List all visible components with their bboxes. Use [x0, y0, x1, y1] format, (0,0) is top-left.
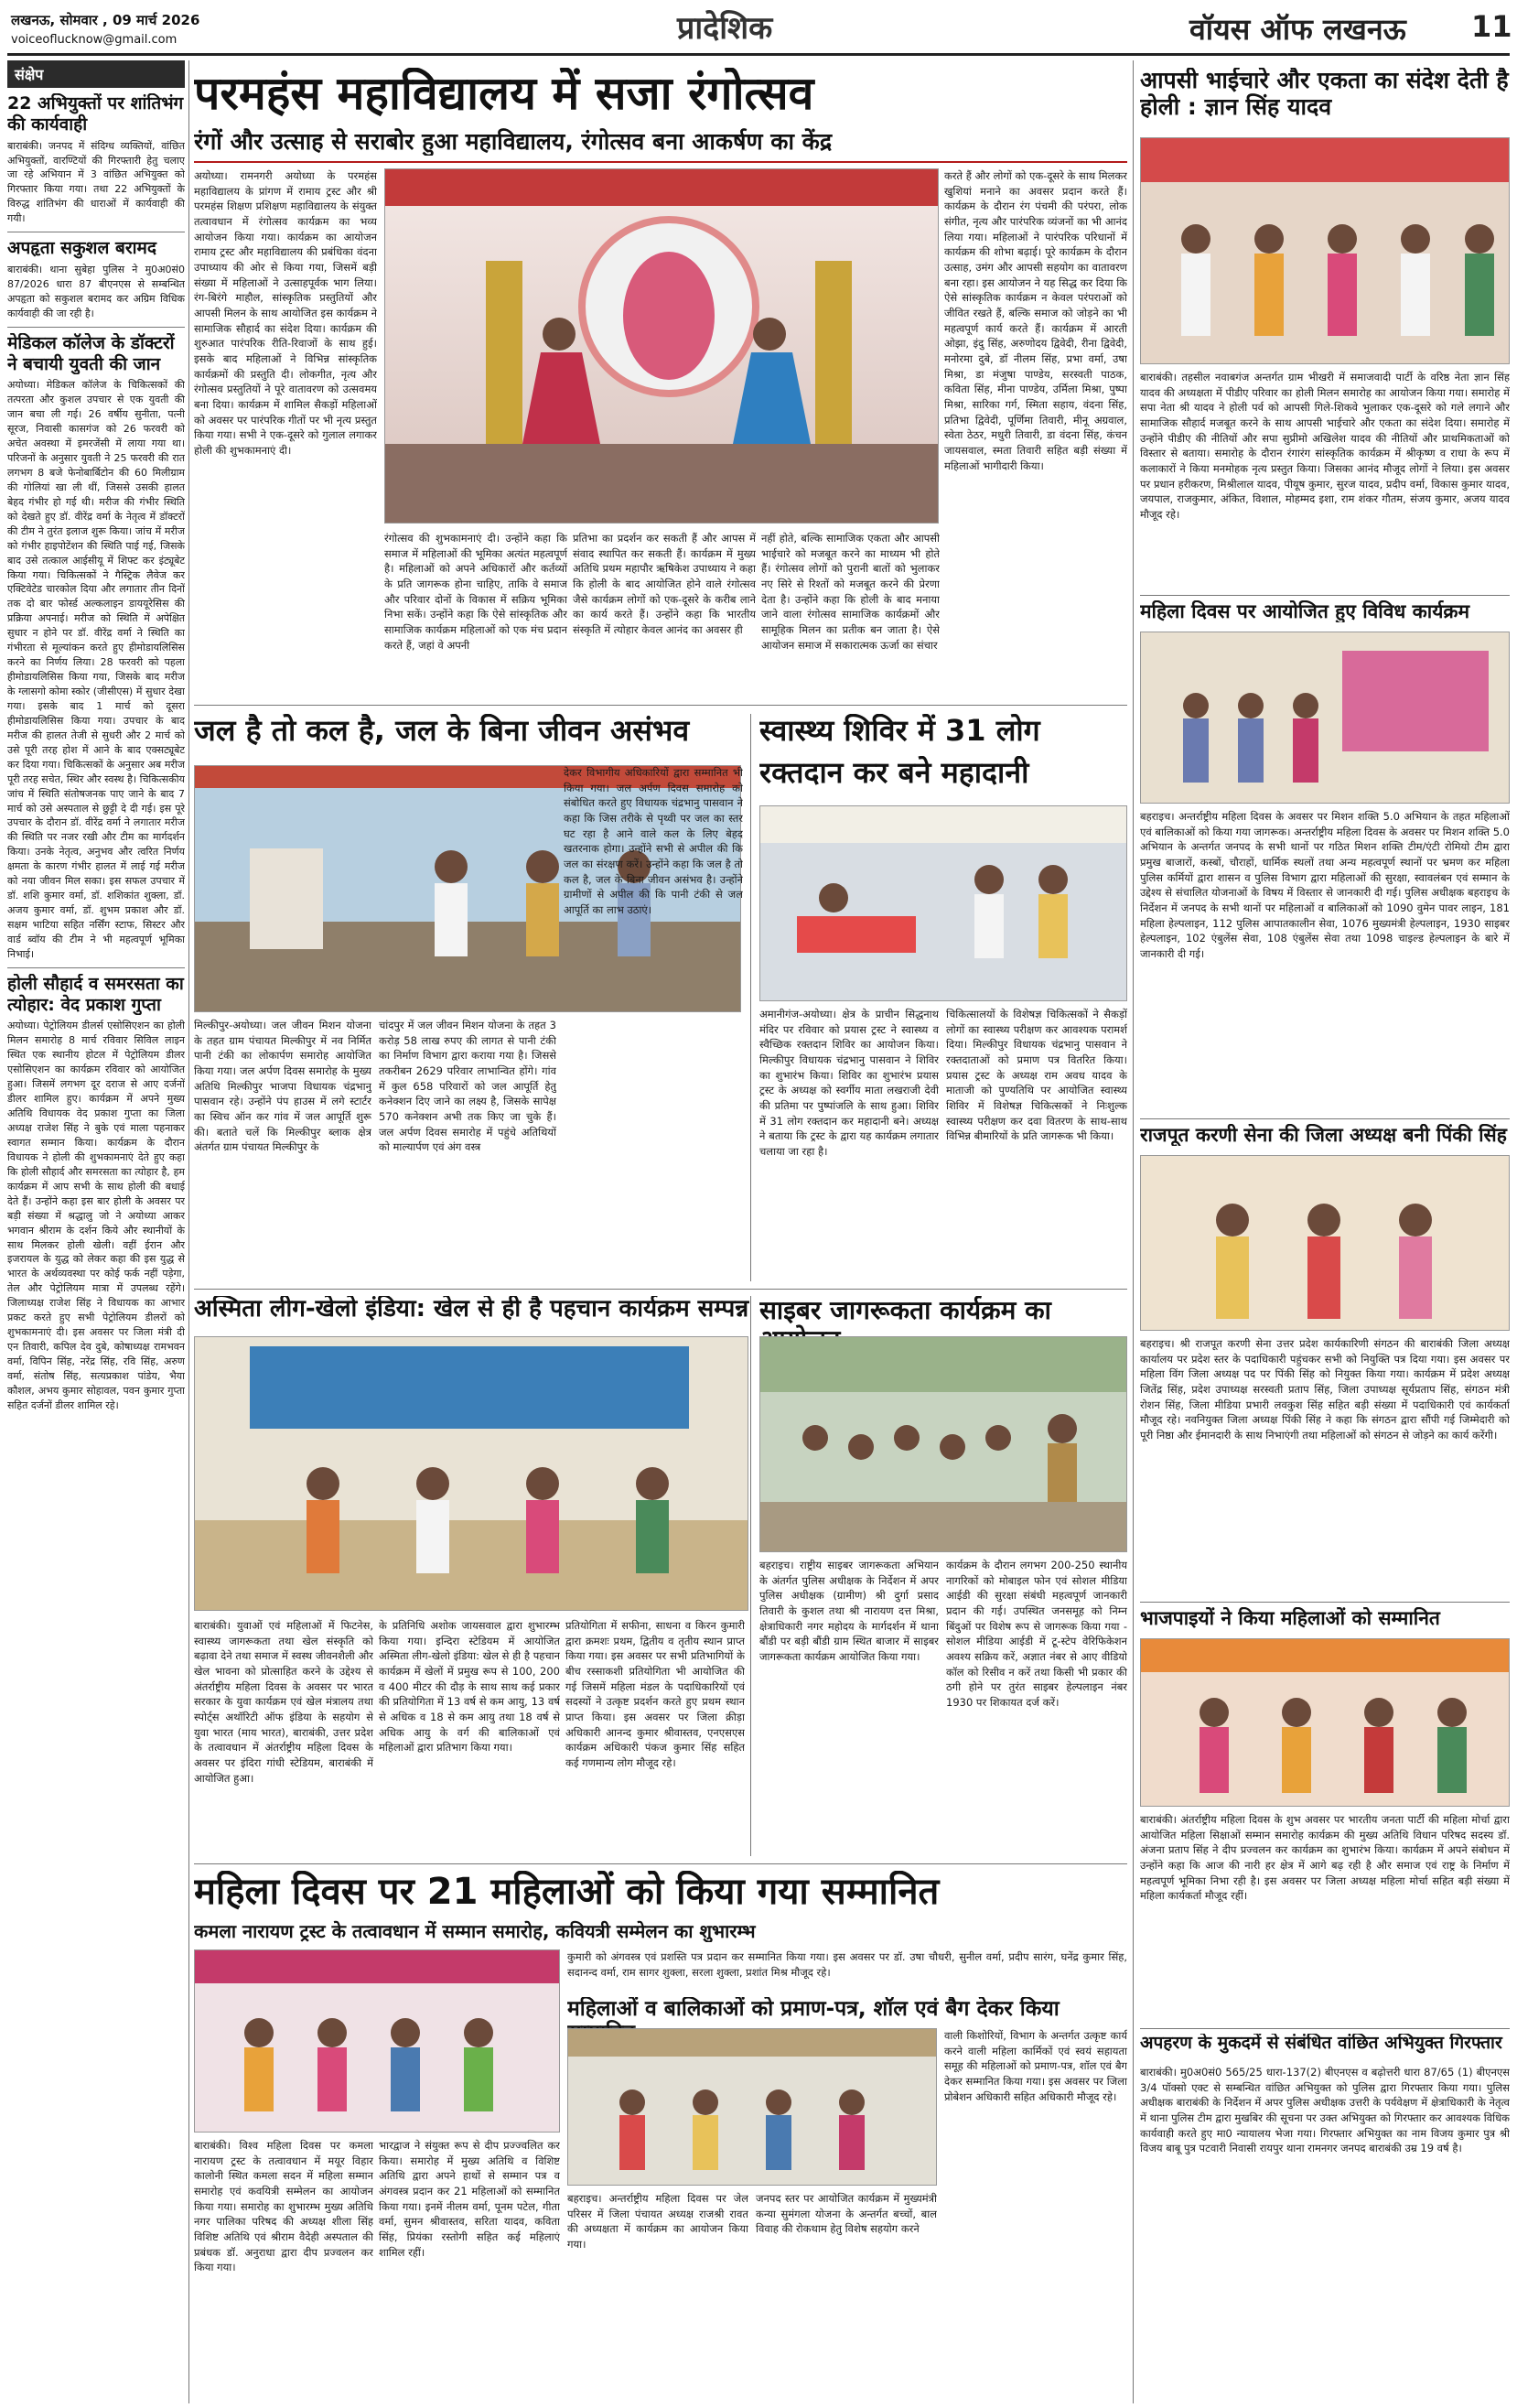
womens-day-photo-illustration [195, 1950, 560, 2133]
women-events-photo [1140, 632, 1510, 804]
email-line: voiceoflucknow@gmail.com [11, 33, 178, 47]
lead-col-1: अयोध्या। रामनगरी अयोध्या के परमहंस महाविद्यालय के प्रांगण में रामाय ट्रस्ट और श्री परमहंस शिक्षण प्रशिक्षण महाविद्यालय के संयुक्त तत्वावधान में रंगोत्सव कार्यक्रम का भव्य आयोजन किया गया। कार्यक्रम का आयोजन रामाय ट्रस्ट और महाविद्यालय की प्रबंधिका वंदना उपाध्याय की ओर से किया गया, जिसमें बड़ी संख्या में महिलाओं ने उत्साहपूर्वक भाग लिया। रंग-बिरंगे माहौल, सांस्कृतिक प्रस्तुतियों और आपसी मिलन के साथ आयोजित इस कार्यक्रम ने सामाजिक सौहार्द का संदेश दिया। कार्यक्रम की शुरुआत पारंपरिक रीति-रिवाजों के साथ हुई। इसके बाद महिलाओं ने विभिन्न सांस्कृतिक कार्यक्रमों की प्रस्तुति दी। लोकगीत, नृत्य और रंगोत्सव प्रस्तुतियों ने पूरे वातावरण को उत्सवमय बना दिया। कार्यक्रम में शामिल सैकड़ों महिलाओं को अवसर पर पारंपरिक गीतों पर भी नृत्य प्रस्तुत किया गया। सभी ने एक-दूसरे को गुलाल लगाकर होली की शुभकामनाएं दी। [194, 169, 377, 458]
brief-title: मेडिकल कॉलेज के डॉक्टरों ने बचायी युवती की जान [7, 332, 175, 374]
blood-photo [759, 805, 1127, 1001]
right-rule-2 [1140, 1118, 1510, 1119]
bjp-headline: भाजपाइयों ने किया महिलाओं को सम्मानित [1140, 1607, 1440, 1629]
cyber-col-2: कार्यक्रम के दौरान लगभग 200-250 स्थानीय नागरिकों को मोबाइल फोन एवं सोशल मीडिया आईडी की सुरक्षा संबंधी महत्वपूर्ण जानकारी प्रदान की गई। उपस्थित जनसमूह को निम्न बिंदुओं पर विशेष रूप से जागरूक किया गया - सोशल मीडिया आईडी में टू-स्टेप वेरिफिकेशन अवश्य सक्रिय करें, अज्ञात नंबर से आए वीडियो कॉल को रिसीव न करें तथा किसी भी प्रकार की ठगी होने पर तुरंत साइबर हेल्पलाइन नंबर 1930 पर शिकायत दर्ज करें। [946, 1559, 1127, 1710]
women-events-headline: महिला दिवस पर आयोजित हुए विविध कार्यक्रम [1140, 600, 1470, 622]
holi-body: बाराबंकी। तहसील नवाबगंज अन्तर्गत ग्राम भीखरी में समाजवादी पार्टी के वरिष्ठ नेता ज्ञान सिंह यादव की अध्यक्षता में पीडीए परिवार का होली मिलन समारोह का आयोजन किया गया। समारोह में सपा नेता श्री यादव ने होली पर्व को आपसी गिले-शिकवे भुलाकर एक-दूसरे को गले लगाने और सामाजिक सौहार्द मजबूत करने के साथ आपसी भाईचारे और एकता का संदेश दिया। समारोह में उन्होंने पीडीए की नीतियों और सपा सुप्रीमो अखिलेश यादव की नीतियों और प्राथमिकताओं को विस्तार से बताया। समारोह के दौरान रंगारंग सांस्कृतिक कार्यक्रम में श्रीकृष्ण व राधा के रूप में कलाकारों ने किया मनमोहक नृत्य प्रस्तुत किया। जिसका आनंद मौजूद लोगों ने लिया। इस अवसर पर प्रधान हरीकरण, मिश्रीलाल यादव, पीयूष कुमार, सुरज यादव, प्रदीप वर्मा, विकास कुमार यादव, जयपाल, राजकुमार, अंकित, विशाल, मोहम्मद इशा, राम शंकर गौतम, संजय कुमार, अजय यादव मौजूद रहे। [1140, 371, 1510, 522]
bjp-photo [1140, 1638, 1510, 1807]
right-rule-4 [1140, 2028, 1510, 2029]
brief-item [7, 333, 185, 962]
womens-day-subhead: कमला नारायण ट्रस्ट के तत्वावधान में सम्मान समारोह, कवियत्री सम्मेलन का शुभारम्भ [194, 1920, 756, 1942]
blood-headline-1: स्वास्थ्य शिविर में 31 लोग [759, 714, 1040, 748]
paper-name: वॉयस ऑफ लखनऊ [1189, 12, 1406, 47]
womens-day-headline: महिला दिवस पर 21 महिलाओं को किया गया सम्मानित [194, 1871, 940, 1913]
blood-col-2: चिकित्सालयों के विशेषज्ञ चिकित्सकों ने सैकड़ों लोगों का स्वास्थ्य परीक्षण कर आवश्यक परामर्श दिया। मिल्कीपुर विधायक चंद्रभानु पासवान ने रक्तदाताओं को प्रमाण पत्र वितरित किया। प्रयास ट्रस्ट के अध्यक्ष राम अवध यादव के माताजी को पुण्यतिथि पर आयोजित स्वास्थ्य शिविर में विशेषज्ञ चिकित्सकों ने निःशुल्क स्वास्थ्य परीक्षण कर दवा वितरण के साथ-साथ विभिन्न बीमारियों के प्रति जागरूक भी किया। [946, 1008, 1127, 1143]
holi-photo [1140, 137, 1510, 364]
womens-day-photo [194, 1949, 560, 2133]
certificates-col-1: बहराइच। अन्तर्राष्ट्रीय महिला दिवस पर जेल परिसर में जिला पंचायत अध्यक्ष राजश्री रावत की अध्यक्षता में कार्यक्रम का आयोजन किया गया। [567, 2192, 748, 2251]
cyber-photo [759, 1336, 1127, 1552]
certificates-photo [567, 2028, 937, 2186]
pinki-body: बहराइच। श्री राजपूत करणी सेना उत्तर प्रदेश कार्यकारिणी संगठन की बाराबंकी जिला अध्यक्ष कार्यालय पर प्रदेश स्तर के पदाधिकारी पहुंचकर सभी को नियुक्ति पत्र दिया गया। इस अवसर पर महिला विंग जिला अध्यक्ष पद पर पिंकी सिंह को नियुक्त किया गया। कार्यक्रम में प्रदेश अध्यक्ष जितेंद्र सिंह, प्रदेश उपाध्यक्ष सरस्वती प्रताप सिंह, जिला उपाध्यक्ष सूर्यप्रताप सिंह, संगठन मंत्री रोशन सिंह, जिला मीडिया प्रभारी लवकुश सिंह सहित बड़ी संख्या में पदाधिकारी एवं कार्यकर्ता मौजूद रहे। नवनियुक्त जिला अध्यक्ष पिंकी सिंह ने कहा कि संगठन द्वारा सौंपी गई जिम्मेदारी को पूरी निष्ठा और ईमानदारी के साथ निभाएंगी तथा महिलाओं को संगठन से जोड़ने का कार्य करेंगी। [1140, 1337, 1510, 1442]
womens-day-col-1: बाराबंकी। विश्व महिला दिवस पर कमला नारायण ट्रस्ट के तत्वावधान में मयूर विहार कालोनी स्थित कमला सदन में महिला सम्मान समारोह एवं कवयित्री सम्मेलन का आयोजन किया गया। समारोह का शुभारम्भ मुख्य अतिथि नगर पालिका परिषद की अध्यक्ष शीला सिंह विशिष्ट अतिथि एवं श्रीराम वैदेही अस्पताल की प्रबंधक डॉ. अनुराधा द्वारा दीप प्रज्वलन कर किया गया। [194, 2139, 373, 2274]
lead-col-4: प्रतिभा का प्रदर्शन कर सकती हैं और आपस में संवाद स्थापित कर सकती हैं। कार्यक्रम में मुख्य अतिथि प्रथम महापौर ऋषिकेश उपाध्याय ने कहा कि होली के बाद आयोजित होने वाले रंगोत्सव जैसे कार्यक्रम लोगों को एक-दूसरे के करीब लाने का कार्य करते हैं। उन्होंने कहा कि भारतीय संस्कृति में त्योहार केवल आनंद का अवसर ही [573, 532, 756, 637]
holi-headline: आपसी भाईचारे और एकता का संदेश देती है होली : ज्ञान सिंह यादव [1140, 68, 1509, 120]
womens-day-col-2: भारद्वाज ने संयुक्त रूप से दीप प्रज्ज्वलित कर किया। समारोह में मुख्य अतिथि व विशिष्ट अतिथि द्वारा अपने हाथों से सम्मान पत्र व अंगवस्त्र प्रदान कर 21 महिलाओं को सम्मानित किया गया। इनमें नीलम वर्मा, पूनम पटेल, गीता वर्मा, सुमन श्रीवास्तव, सरिता यादव, कविता सिंह, प्रियंका रस्तोगी सहित कई महिलाएं शामिल रहीं। [379, 2139, 560, 2259]
pinki-photo-illustration [1141, 1156, 1510, 1331]
right-rule-1 [1140, 595, 1510, 596]
lead-subhead: रंगों और उत्साह से सराबोर हुआ महाविद्यालय, रंगोत्सव बना आकर्षण का केंद्र [194, 128, 833, 155]
brief-body: बाराबंकी। जनपद में संदिग्ध व्यक्तियों, वांछित अभियुक्तों, वारण्टियों की गिरफ्तारी हेतु चलाए जा रहे अभियान में 3 वांछित अभियुक्त को गिरफ्तार किया गया। तथा 22 अभियुक्तों के विरुद्ध शांतिभंग की धाराओं में कार्यवाही की गयी। [7, 139, 185, 225]
blood-col-1: अमानीगंज-अयोध्या। क्षेत्र के प्राचीन सिद्धनाथ मंदिर पर रविवार को प्रयास ट्रस्ट ने स्वास्थ्य व स्वैच्छिक रक्तदान शिविर का आयोजन किया। मिल्कीपुर विधायक चंद्रभानु पासवान ने शिविर का शुभारंभ किया। शिविर का शुभारंभ प्रयास ट्रस्ट के अध्यक्ष को स्वर्गीय माता लखराजी देवी की प्रतिमा पर पुष्पांजलि के साथ हुआ। शिविर में 31 लोग रक्तदान कर महादानी बने। अध्यक्ष ने बताया कि ट्रस्ट के द्वारा यह कार्यक्रम लगातार चलाया जा रहा है। [759, 1008, 939, 1159]
womens-day-col-3: कुमारी को अंगवस्त्र एवं प्रशस्ति पत्र प्रदान कर सम्मानित किया गया। इस अवसर पर डॉ. उषा चौधरी, सुनील वर्मा, प्रदीप सारंग, घनेंद्र कुमार सिंह, सदानन्द वर्मा, राम सागर शुक्ला, सरला शुक्ला, प्रशांत मिश्र मौजूद रहे। [567, 1950, 1127, 1979]
bjp-photo-illustration [1141, 1639, 1510, 1807]
lead-photo-illustration [385, 169, 939, 524]
sports-headline: अस्मिता लीग-खेलो इंडिया: खेल से ही है पहचान कार्यक्रम सम्पन्न [194, 1296, 749, 1323]
sports-col-1: बाराबंकी। युवाओं एवं महिलाओं में फिटनेस, स्वास्थ्य जागरूकता तथा खेल संस्कृति को बढ़ावा देने तथा समाज में स्वस्थ जीवनशैली और खेल भावना को प्रोत्साहित करने के उद्देश्य से अंतर्राष्ट्रीय महिला दिवस के अवसर पर भारत सरकार के युवा कार्यक्रम एवं खेल मंत्रालय तथा स्पोर्ट्स अथॉरिटी ऑफ इंडिया के सहयोग से युवा भारत (माय भारत), बाराबंकी, उत्तर प्रदेश के तत्वावधान में अंतर्राष्ट्रीय महिला दिवस के अवसर पर इंदिरा गांधी स्टेडियम, बाराबंकी में आयोजित हुआ। [194, 1619, 373, 1785]
section-title: प्रादेशिक [677, 10, 773, 47]
cyber-sports-continued: प्रतियोगिता में सफीना, साधना व किरन कुमारी द्वारा क्रमशः प्रथम, द्वितीय व तृतीय स्थान प्राप्त किया गया। इस अवसर पर सभी प्रतिभागियों के बीच रस्साकशी प्रतियोगिता भी आयोजित की गई जिसमें महिला मंडल के पदाधिकारियों एवं सदस्यों ने उत्कृष्ट प्रदर्शन करते हुए प्रथम स्थान प्राप्त किया। इस अवसर पर जिला क्रीड़ा अधिकारी आनन्द कुमार श्रीवास्तव, एनएसएस कार्यक्रम अधिकारी पंकज कुमार सिंह सहित कई गणमान्य लोग मौजूद रहे। [565, 1619, 745, 1770]
brief-title: 22 अभियुक्तों पर शांतिभंग की कार्यवाही [7, 93, 184, 135]
certificates-headline: महिलाओं व बालिकाओं को प्रमाण-पत्र, शॉल एवं बैग देकर किया [567, 1997, 1060, 2021]
brief-item [7, 974, 185, 1413]
cyber-photo-illustration [760, 1337, 1127, 1552]
brief-item [7, 93, 185, 226]
date-line: लखनऊ, सोमवार , 09 मार्च 2026 [11, 12, 200, 28]
water-col-2: चांदपुर में जल जीवन मिशन योजना के तहत 3 करोड़ 58 लाख रुपए की लागत से पानी टंकी का निर्माण विभाग द्वारा कराया गया है। जिससे तकरीबन 2629 परिवार लाभान्वित होंगे। गांव में कुल 658 परिवारों को जल आपूर्ति हेतु कनेक्शन दिए जाने का लक्ष्य है, जिसके सापेक्ष 570 कनेक्शन अभी तक किए जा चुके हैं। जल अर्पण दिवस समारोह में पहुंचे अतिथियों को माल्यार्पण एवं अंग वस्त्र [379, 1019, 556, 1154]
lead-col-3: रंगोत्सव की शुभकामनाएं दी। उन्होंने कहा कि समाज में महिलाओं की भूमिका अत्यंत महत्वपूर्ण है। महिलाओं को अपने अधिकारों और कर्तव्यों के प्रति जागरूक होना चाहिए, ताकि वे समाज और परिवार दोनों के विकास में सक्रिय भूमिका निभा सकें। उन्होंने कहा कि ऐसे सांस्कृतिक और सामाजिक कार्यक्रम महिलाओं को एक मंच प्रदान करते हैं, जहां वे अपनी [384, 532, 567, 652]
brief-body: अयोध्या। मेडिकल कॉलेज के चिकित्सकों की तत्परता और कुशल उपचार से एक युवती की जान बचा ली गई। 26 वर्षीय सुनीता, पत्नी सूरज, निवासी कासगंज को 26 फरवरी को अचेत अवस्था में इमरजेंसी में लाया गया था। परिजनों के अनुसार युवती ने 25 फरवरी की रात लगभग 8 बजे फेनोबार्बिटोन की 60 मिलीग्राम की गोलियां खा ली थीं, जिससे उसकी हालत बेहद गंभीर हो गई थी। मरीज की गंभीर स्थिति को देखते हुए डॉ. वीरेंद्र वर्मा के नेतृत्व में डॉक्टरों की टीम ने तुरंत इलाज शुरू किया। जांच में मरीज को गंभीर हाइपोटेंशन की स्थिति पाई गई, जिसके बाद उसे तत्काल आईसीयू में शिफ्ट कर इंट्यूबेट किया गया। चिकित्सकों ने गैस्ट्रिक लैवेज कर एक्टिवेटेड चारकोल दिया और लगातार तीन दिनों तक दो बार फोर्स्ड अल्कलाइन डाययूरेसिस की प्रक्रिया अपनाई। मरीज को स्थिति में अपेक्षित सुधार न होने पर डॉ. वीरेंद्र वर्मा ने स्थिति का गंभीरता से मूल्यांकन करते हुए हीमोडायलिसिस करने का निर्णय लिया। 28 फरवरी को पहला हीमोडायलिसिस किया गया, जिसके बाद मरीज के ग्लासगो कोमा स्कोर (जीसीएस) में सुधार देखा गया। इसके बाद 1 मार्च को दूसरा हीमोडायलिसिस किया गया। उपचार के बाद मरीज की हालत तेजी से सुधरी और 2 मार्च को उसे पूरी तरह होश में आने के बाद एक्सट्यूबेट कर दिया गया। चिकित्सकों के अनुसार अब मरीज पूरी तरह सचेत, स्थिर और स्वस्थ है। चिकित्सकीय जांच में स्थिति संतोषजनक पाए जाने के बाद 7 मार्च को उसे अस्पताल से छुट्टी दे दी गई। इस पूरे उपचार के दौरान डॉ. वीरेंद्र वर्मा ने लगातार मरीज की स्थिति पर नजर रखी और टीम का मार्गदर्शन किया। उनके नेतृत्व, अनुभव और त्वरित निर्णय क्षमता के कारण गंभीर हालत में लाई गई मरीज को नया जीवन मिल सका। इस सफल उपचार में डॉ. शशि कुमार वर्मा, डॉ. शशिकांत शुक्ला, डॉ. अजय कुमार वर्मा, डॉ. शुभम प्रकाश और डॉ. सक्षम भाटिया सहित नर्सिंग स्टाफ, सिस्टर और वार्ड ब्वॉय की टीम ने भी महत्वपूर्ण भूमिका निभाई। [7, 379, 185, 960]
women-events-photo-illustration [1141, 632, 1510, 804]
sidebar [7, 60, 185, 2403]
cyber-col-1: बहराइच। राष्ट्रीय साइबर जागरूकता अभियान के अंतर्गत पुलिस अधीक्षक के निर्देशन में अपर पुलिस अधीक्षक (ग्रामीण) श्री दुर्गा प्रसाद तिवारी के कुशल तथा श्री नारायण दत्त मिश्रा, क्षेत्राधिकारी नगर महोदय के मार्गदर्शन में थाना बौंडी पर बड़ी बौंडी ग्राम स्थित बाजार में साइबर जागरूकता कार्यक्रम आयोजित किया गया। [759, 1559, 939, 1664]
lead-col-5: नहीं होते, बल्कि सामाजिक एकता और आपसी भाईचारे को मजबूत करने का माध्यम भी होते हैं। रंगोत्सव लोगों को पुरानी बातों को भुलाकर नए सिरे से रिश्तों को मजबूत करने की प्रेरणा देता है। उन्होंने कहा कि होली के बाद मनाया जाने वाला रंगोत्सव सामाजिक कार्यक्रमों और सामूहिक मिलन का प्रतीक बन जाता है। ऐसे आयोजन समाज में सकारात्मक ऊर्जा का संचार [761, 532, 940, 652]
mid-divider [750, 714, 751, 1281]
certificates-photo-illustration [568, 2029, 937, 2186]
page-number: 11 [1471, 9, 1512, 44]
mid-divider-2 [750, 1296, 751, 1856]
pinki-headline: राजपूत करणी सेना की जिला अध्यक्ष बनी पिंकी सिंह [1140, 1124, 1507, 1146]
brief-title: होली सौहार्द व समरसता का त्योहार: वेद प्रकाश गुप्ता [7, 973, 184, 1015]
lead-photo [384, 168, 939, 524]
arrest-headline: अपहरण के मुकदमें से संबंधित वांछित अभियुक्त गिरफ्तार [1140, 2034, 1502, 2053]
right-divider [1133, 60, 1134, 2403]
mid-rule-2 [194, 1863, 1127, 1864]
lead-headline: परमहंस महाविद्यालय में सजा रंगोत्सव [194, 68, 814, 120]
cyber-headline: साइबर जागरूकता कार्यक्रम का [759, 1296, 1051, 1325]
sports-col-2: के प्रतिनिधि अशोक जायसवाल द्वारा शुभारम्भ किया गया। इन्दिरा स्टेडियम में आयोजित अस्मिता लीग-खेलो इंडिया: खेल से ही है पहचान कार्यक्रम में खेलों में प्रमुख रूप से 100, 200 व 400 मीटर की दौड़ के साथ साथ कई प्रकार की प्रतियोगिता में 13 वर्ष से कम आयु, 13 वर्ष से अधिक व 18 से कम आयु तथा 18 वर्ष से अधिक आयु के वर्ग की बालिकाओं एवं महिलाओं द्वारा प्रतिभाग किया गया। [379, 1619, 560, 1755]
sports-photo-illustration [195, 1337, 748, 1611]
certificates-col-2: जनपद स्तर पर आयोजित कार्यक्रम में मुख्यमंत्री कन्या सुमंगला योजना के अन्तर्गत बच्चों, बाल विवाह की रोकथाम हेतु विशेष सहयोग करने [756, 2192, 937, 2236]
masthead-rule [7, 53, 1510, 56]
brief-title: अपहृता सकुशल बरामद [7, 238, 156, 259]
brief-body: अयोध्या। पेट्रोलियम डीलर्स एसोसिएशन का होली मिलन समारोह 8 मार्च रविवार सिविल लाइन स्थित एक स्थानीय होटल में पेट्रोलियम डीलर एसोसिएशन का कार्यक्रम रविवार को आयोजित हुआ। जिसमें लगभग दूर दराज से आए दर्जनों डीलर शामिल हुए। कार्यक्रम में अपने मुख्य अतिथि विधायक वेद प्रकाश गुप्ता का जिला अध्यक्ष राजेश सिंह ने बुके एवं माला पहनाकर स्वागत सम्मान किया। कार्यक्रम के दौरान विधायक ने होली की शुभकामनाएं देते हुए कहा कि होली सौहार्द और समरसता का त्योहार है, हम कार्यक्रम में आप सभी के साथ होली की बधाई देते हैं। उन्होंने कहा इस बार होली के अवसर पर बड़ी संख्या में श्रद्धालु जो ने अयोध्या आकर भगवान श्रीराम के दर्शन किये और स्थानीयों के साथ मिलकर होली खेली। वहीं ईरान और इजरायल के युद्ध को लेकर कहा की इस युद्ध से भारत के अर्थव्यवस्था पर कोई फर्क नहीं पड़ेगा, तेल और पेट्रोलियम मात्रा में उपलब्ध रहेंगे। जिलाध्यक्ष राजेश सिंह ने विधायक का आभार प्रकट करते हुए सभी पेट्रोलियम डीलरों को शुभकामनाएं दी। इस अवसर पर जिला मंत्री दी एन तिवारी, कपिल देव दुबे, कोषाध्यक्ष रामभवन वर्मा, विपिन सिंह, नरेंद्र सिंह, रवि सिंह, अरुण वर्मा, संतोष सिंह, सत्यप्रकाश पांडेय, भैया कौशल, अभय कुमार सोहावल, पवन कुमार गुप्ता सहित दर्जनों डीलर शामिल रहे। [7, 1020, 185, 1411]
lead-col-6: करते हैं और लोगों को एक-दूसरे के साथ मिलकर खुशियां मनाने का अवसर प्रदान करते हैं। कार्यक्रम के दौरान रंग पंचमी की परंपरा, लोक संगीत, नृत्य और पारंपरिक व्यंजनों का भी आनंद लिया गया। महिलाओं ने पारंपरिक परिधानों में कार्यक्रम की शोभा बढ़ाई। पूरे कार्यक्रम के दौरान उत्साह, उमंग और आपसी सहयोग का वातावरण बना रहा। इस आयोजन ने यह सिद्ध कर दिया कि ऐसे सांस्कृतिक कार्यक्रम न केवल परंपराओं को जीवित रखते हैं, बल्कि समाज को जोड़ने का भी महत्वपूर्ण कार्य करते हैं। कार्यक्रम में आरती ओझा, इंदु सिंह, अरुणोदय द्विवेदी, रीना द्विवेदी, मनोरमा दुबे, डॉ नीलम सिंह, प्रभा वर्मा, उषा मिश्रा, डा मंजुषा पाण्डेय, सरस्वती पाठक, कविता सिंह, मीना पाण्डेय, उर्मिला मिश्रा, पुष्पा मिश्रा, सारिका गर्ग, स्मिता सहाय, वंदना सिंह, प्रतिभा द्विवेदी, पूर्णिमा तिवारी, मीनू अग्रवाल, स्वेता ठेठर, मधुरी तिवारी, डा वंदना सिंह, कंचन जायसवाल, स्मता तिवारी सहित बड़ी संख्या में महिलाओं भागीदारी किया। [944, 169, 1127, 472]
certificates-col-3: वाली किशोरियों, विभाग के अन्तर्गत उत्कृष्ट कार्य करने वाली महिला कार्मिकों एवं स्वयं सहायता समूह की महिलाओं को प्रमाण-पत्र, शॉल एवं बैग देकर सम्मानित किया गया। इस अवसर पर जिला प्रोबेशन अधिकारी सहित अधिकारी मौजूद रहे। [944, 2029, 1127, 2103]
sidebar-divider [188, 60, 189, 2403]
holi-photo-illustration [1141, 138, 1510, 364]
water-col-3: देकर विभागीय अधिकारियों द्वारा सम्मानित भी किया गया। जल अर्पण दिवस समारोह को संबोधित करते हुए विधायक चंद्रभानु पासवान ने कहा कि जिस तरीके से पृथ्वी पर जल का स्तर घट रहा है आने वाले कल के लिए बेहद खतरनाक होगा। उन्होंने सभी से अपील की कि जल का संरक्षण करें। उन्होंने कहा कि जल है तो कल है, जल के बिना जीवन असंभव है। उन्होंने ग्रामीणों से अपील की कि पानी टंकी से जल आपूर्ति का लाभ उठाएं। [564, 766, 743, 917]
blood-headline-2: रक्तदान कर बने महादानी [759, 756, 1029, 790]
lead-bottom-rule [194, 705, 1127, 706]
right-rule-3 [1140, 1602, 1510, 1603]
sports-photo [194, 1336, 748, 1611]
pinki-photo [1140, 1155, 1510, 1331]
arrest-body: बाराबंकी। मु0अ0सं0 565/25 धारा-137(2) बीएनएस व बढ़ोत्तरी धारा 87/65 (1) बीएनएस 3/4 पॉक्सो एक्ट से सम्बन्धित वांछित अभियुक्त को पुलिस द्वारा गिरफ्तार किया गया। पुलिस अधीक्षक बाराबंकी के निर्देशन में अपर पुलिस अधीक्षक उत्तरी के पर्यवेक्षण में क्षेत्राधिकारी के नेतृत्व में थाना पुलिस टीम द्वारा मुखबिर की सूचना पर उक्त अभियुक्त को गिरफ्तार कर आवश्यक विधिक कार्यवाही करते हुए मा0 न्यायालय भेजा गया। गिरफ्तार अभियुक्त का नाम विजय कुमार पुत्र श्री विजय बाबू पुत्र पटवारी निवासी रायपुर थाना रामनगर जनपद बाराबंकी उम्र 19 वर्ष है। [1140, 2066, 1510, 2155]
bjp-body: बाराबंकी। अंतर्राष्ट्रीय महिला दिवस के शुभ अवसर पर भारतीय जनता पार्टी की महिला मोर्चा द्वारा आयोजित महिला सिक्षाओं सम्मान समारोह कार्यक्रम की मुख्य अतिथि विधान परिषद सदस्य डॉ. अंजना प्रताप सिंह ने दीप प्रज्वलन कर कार्यक्रम का शुभारंभ किया। कार्यक्रम में अपने संबोधन में उन्होंने कहा कि आज की नारी हर क्षेत्र में आगे बढ़ रही है और समाज एवं राष्ट्र के निर्माण में महत्वपूर्ण भूमिका निभा रही है। इस अवसर पर जिला अध्यक्ष महिला मोर्चा सहित बड़ी संख्या में महिला कार्यकर्ता मौजूद रहीं। [1140, 1813, 1510, 1903]
water-headline: जल है तो कल है, जल के बिना जीवन असंभव [194, 714, 690, 748]
water-col-1: मिल्कीपुर-अयोध्या। जल जीवन मिशन योजना के तहत ग्राम पंचायत मिल्कीपुर में नव निर्मित पानी टंकी का लोकार्पण समारोह आयोजित किया गया। जल अर्पण दिवस समारोह के मुख्य अतिथि मिल्कीपुर भाजपा विधायक चंद्रभानु पासवान रहे। उन्होंने पंप हाउस में लगे स्टार्टर का स्विच ऑन कर गांव में जल आपूर्ति शुरू की। बताते चलें कि मिल्कीपुर ब्लाक क्षेत्र अंतर्गत ग्राम पंचायत मिल्कीपुर के [194, 1019, 371, 1154]
brief-item [7, 238, 185, 321]
lead-rule [194, 161, 1127, 163]
brief-body: बाराबंकी। थाना सुबेहा पुलिस ने मु0अ0सं0 87/2026 धारा 87 बीएनएस से सम्बन्धित अपहृता को सकुशल बरामद कर अग्रिम विधिक कार्यवाही की जा रही है। [7, 264, 185, 319]
blood-photo-illustration [760, 806, 1127, 1001]
sidebar-label: संक्षेप [7, 60, 185, 88]
women-events-body: बहराइच। अन्तर्राष्ट्रीय महिला दिवस के अवसर पर मिशन शक्ति 5.0 अभियान के तहत महिलाओं एवं बालिकाओं को किया गया जागरूक। अन्तर्राष्ट्रीय महिला दिवस के अवसर पर मिशन शक्ति 5.0 अभियान के अन्तर्गत जनपद के सभी थानों पर गठित मिशन शक्ति टीम/एंटी रोमियो टीम द्वारा प्रमुख बाजारों, कस्बों, चौराहों, धार्मिक स्थलों तथा अन्य महत्वपूर्ण स्थानों पर भ्रमण कर महिला पुलिस कर्मियों द्वारा शासन व पुलिस विभाग द्वारा महिलाओं की सुरक्षा, स्वावलंबन एवं सम्मान के उद्देश्य से संचालित योजनाओं के विषय में विस्तार से जानकारी दी गई। पुलिस अधीक्षक बहराइच के निर्देशन में जनपद के सभी थानों पर महिलाओं व बालिकाओं को 1090 वुमेन पावर लाइन, 181 महिला हेल्पलाइन, 112 पुलिस आपातकालीन सेवा, 1076 मुख्यमंत्री हेल्पलाइन, 1930 साइबर हेल्पलाइन, 102 एंबुलेंस सेवा, 108 एंबुलेंस सेवा तथा 1098 चाइल्ड हेल्पलाइन के बारे में जानकारी दी गई। [1140, 810, 1510, 961]
mid-rule-1 [194, 1289, 1127, 1290]
